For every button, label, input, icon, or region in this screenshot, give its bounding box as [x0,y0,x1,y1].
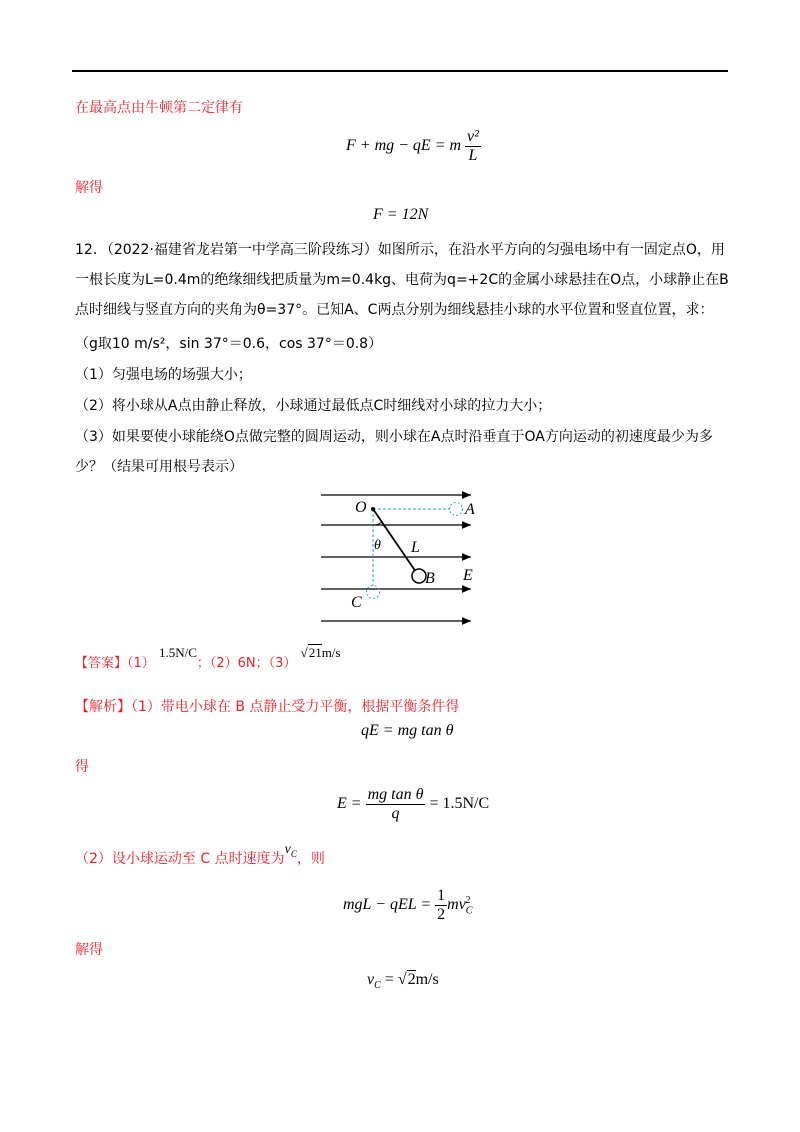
label-o: O [355,499,367,516]
position-c-circle [367,586,380,599]
analysis-line-2: （2）设小球运动至 C 点时速度为$v_C$，则 [75,842,325,867]
label-de: 得 [75,759,89,775]
label-e: E [463,567,473,584]
problem-line-2: 一根长度为L=0.4m的绝缘细线把质量为m=0.4kg、电荷为q=+2C的金属小球悬挂在O点，小球静止在B [75,272,729,288]
field-diagram [315,485,485,630]
answer-value-3: √21m/s [300,645,341,660]
analysis-line-1: 【解析】（1）带电小球在 B 点静止受力平衡，根据平衡条件得 [75,699,460,715]
label-a: A [465,501,475,518]
equation-vc: $v_C = √2m/s$ [367,971,439,992]
question-1: （1）匀强电场的场强大小； [75,367,252,383]
position-a-circle [450,503,463,516]
problem-line-1: 12．（2022·福建省龙岩第一中学高三阶段练习）如图所示，在沿水平方向的匀强电场中有一固定点O，用 [75,242,725,258]
label-b: B [425,570,435,587]
ball-b [412,569,426,583]
label-jiede-1: 解得 [75,180,103,196]
pivot-o [371,507,375,511]
equation-F: F = 12N [373,206,429,223]
problem-line-4: （g取10 m/s²，sin 37°＝0.6，cos 37°＝0.8） [75,336,383,352]
answer-value-1: 1.5N/C [158,645,197,660]
label-jiede-2: 解得 [75,942,103,958]
line-highest-point: 在最高点由牛顿第二定律有 [75,100,243,116]
equation-qe: qE = mg tan θ [361,722,454,739]
equation-energy: mgL − qEL = $\frac{1}{2}$ $mv_C^2$ [343,887,473,923]
label-theta: θ [374,538,381,553]
problem-line-3: 点时细线与竖直方向的夹角为θ=37°。已知A、C两点分别为细线悬挂小球的水平位置和竖直位置，求： [75,302,714,318]
question-3a: （3）如果要使小球能绕O点做完整的圆周运动，则小球在A点时沿垂直于OA方向运动的初速度最少为多 [75,429,713,445]
question-3b: 少？（结果可用根号表示） [75,459,243,475]
answer-line: 【答案】（1） 1.5N/C；（2）6N；（3） √21m/s [75,645,341,671]
label-c: C [351,594,362,611]
question-2: （2）将小球从A点由静止释放，小球通过最低点C时细线对小球的拉力大小； [75,398,552,414]
label-l: L [411,539,420,556]
equation-newton: F + mg − qE = m $\frac{\text{v²}}{L}$ [346,128,479,164]
equation-E: E = $\frac{\text{mg tan θ}}{q}$ = 1.5N/C [337,786,490,822]
header-rule [72,70,728,72]
